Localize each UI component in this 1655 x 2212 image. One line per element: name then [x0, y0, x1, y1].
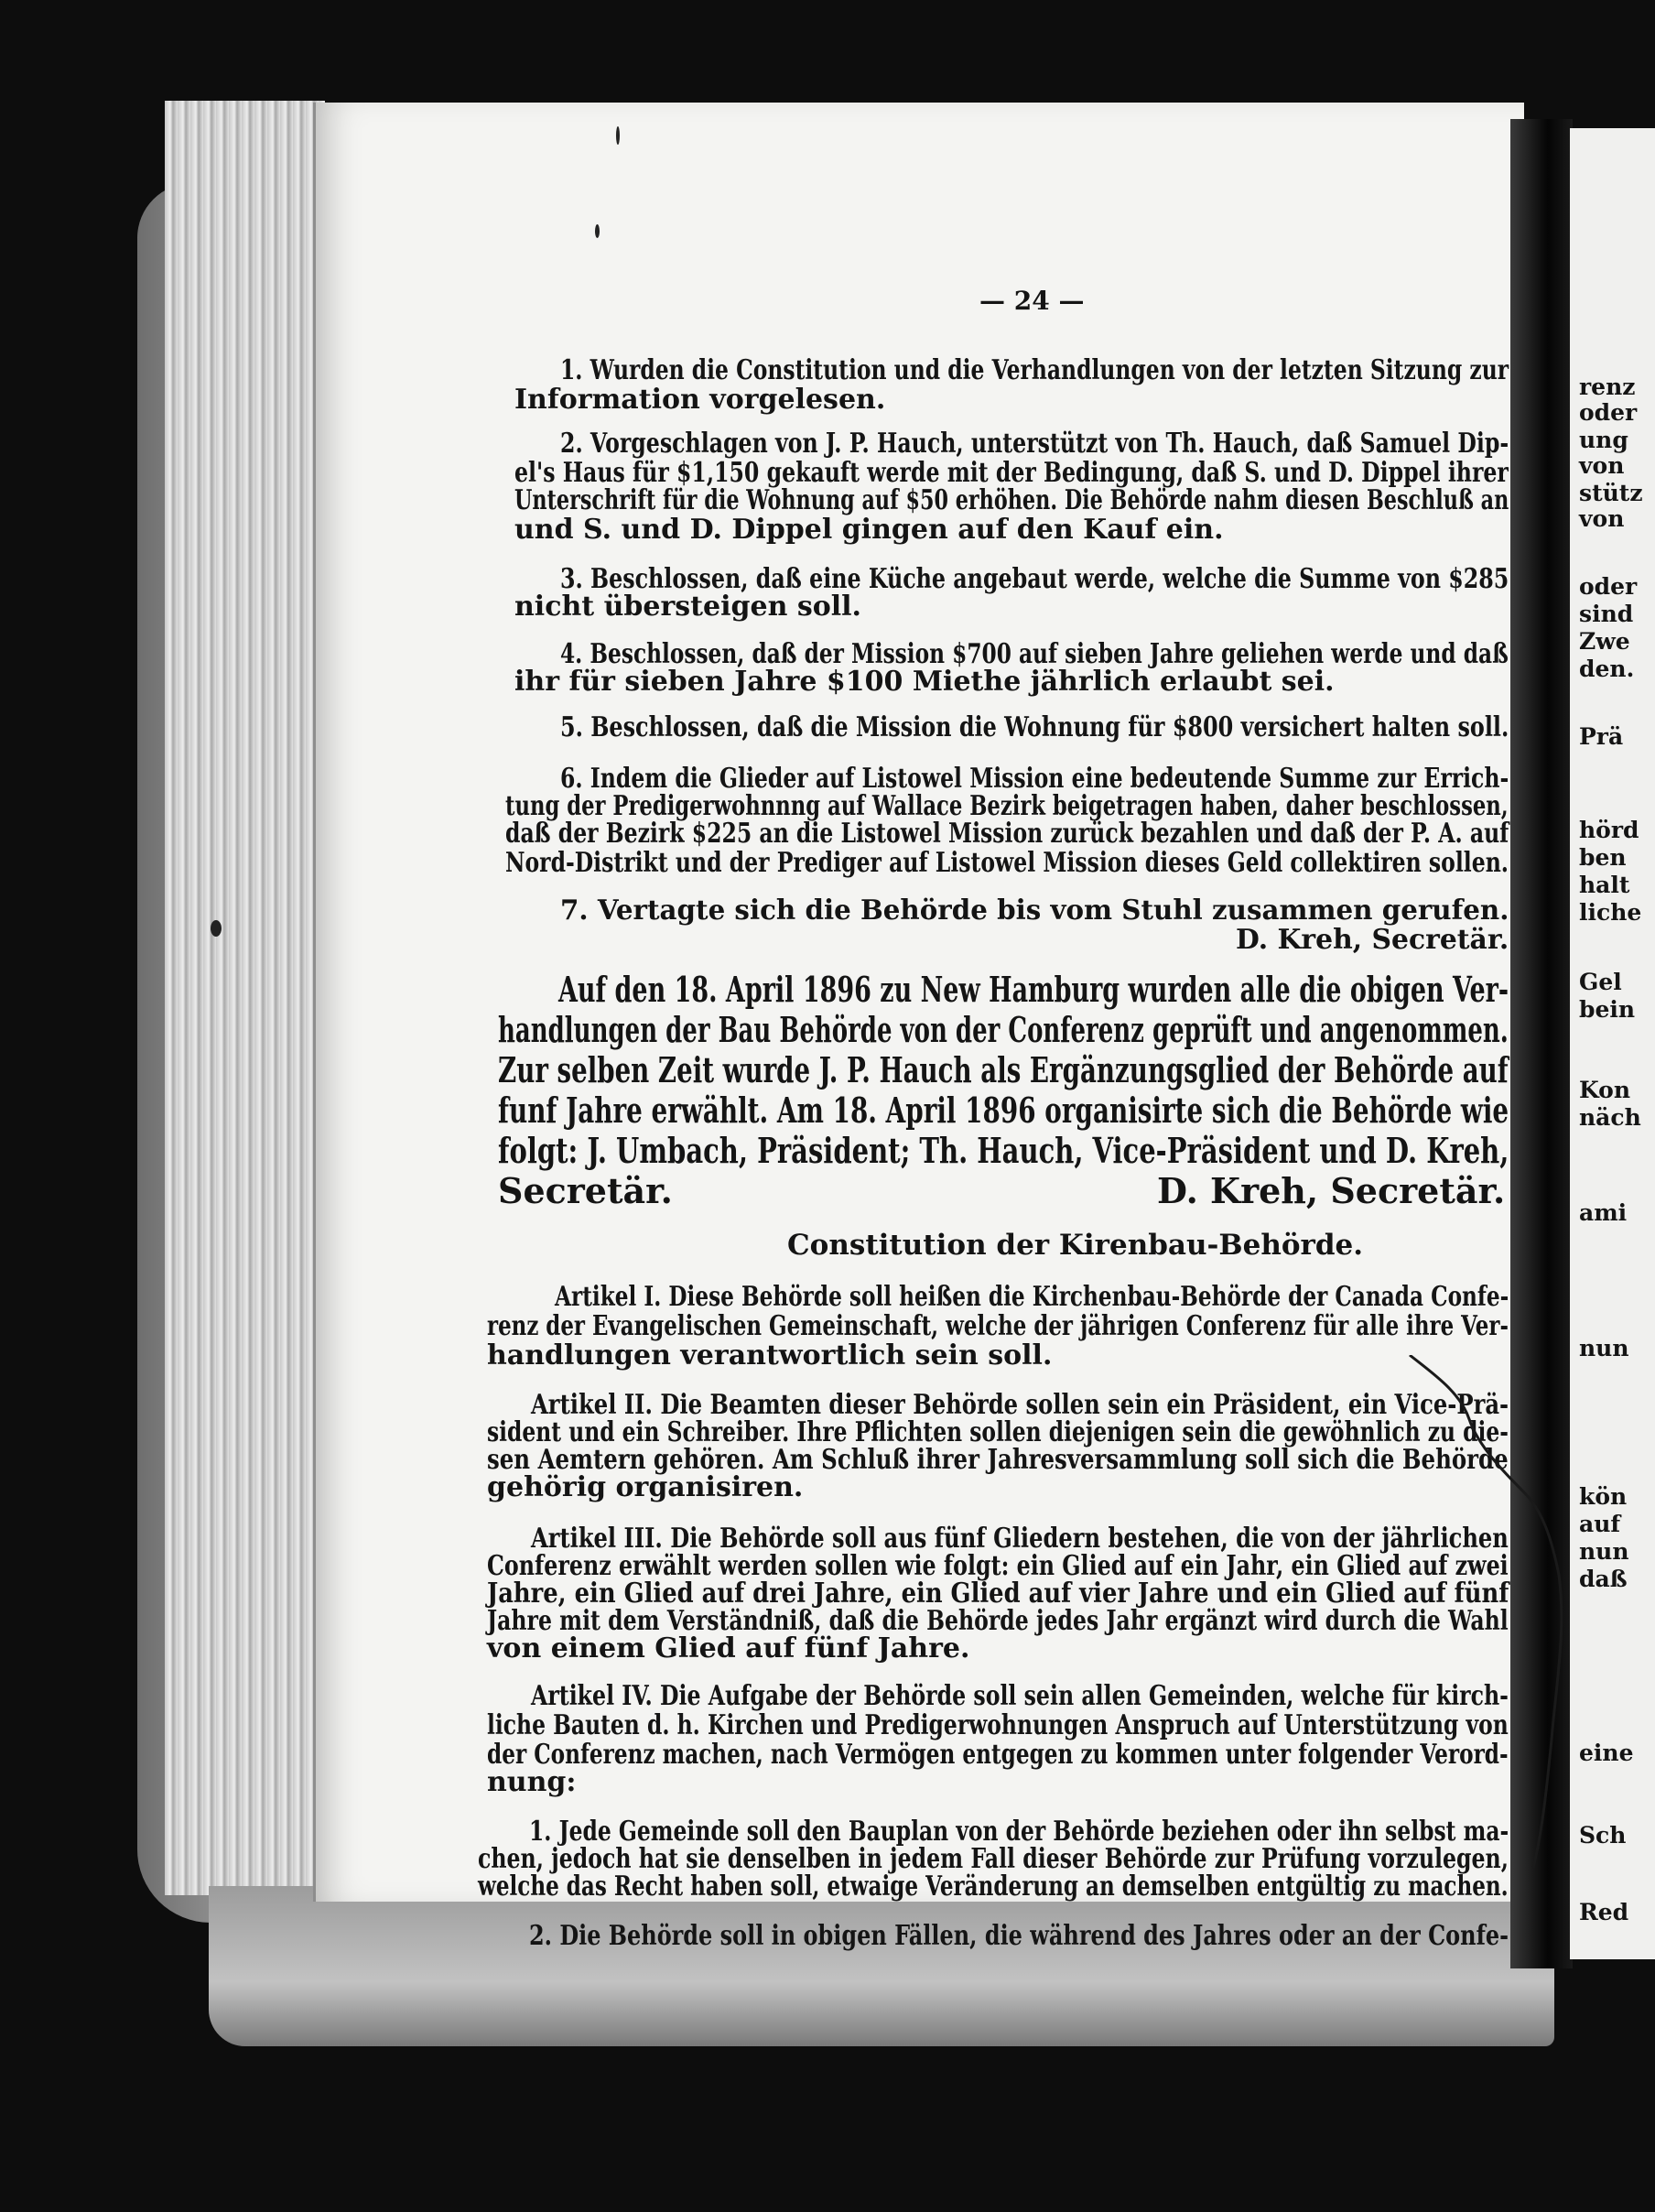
minutes-line: nicht übersteigen soll.	[514, 591, 861, 623]
approval-line: folgt: J. Umbach, Präsident; Th. Hauch, Vice-Präsident und D. Kreh,	[498, 1130, 1509, 1171]
facing-page-fragment: sind	[1579, 601, 1634, 627]
facing-page-fragment: hörd	[1579, 817, 1639, 843]
facing-page-fragment: Kon	[1579, 1077, 1631, 1103]
facing-page-fragment: Sch	[1579, 1822, 1627, 1849]
facing-page-fragment: kön	[1579, 1483, 1628, 1510]
ink-speck	[595, 224, 600, 238]
article-line: gehörig organisiren.	[487, 1471, 804, 1503]
approval-line: Secretär.	[498, 1170, 673, 1211]
facing-page-fragment: ami	[1579, 1199, 1628, 1226]
article-line: 2. Die Behörde soll in obigen Fällen, die während des Jahres oder an der Confe-	[529, 1920, 1509, 1952]
page-crack	[1405, 1355, 1570, 1868]
approval-line: funf Jahre erwählt. Am 18. April 1896 organisirte sich die Behörde wie	[498, 1090, 1509, 1131]
minutes-line: 3. Beschlossen, daß eine Küche angebaut werde, welche die Summe von $285	[560, 563, 1509, 595]
article-line: Artikel I. Diese Behörde soll heißen die Kirchenbau-Behörde der Canada Confe-	[555, 1281, 1509, 1313]
minutes-line: 2. Vorgeschlagen von J. P. Hauch, unterstützt von Th. Hauch, daß Samuel Dip-	[560, 428, 1509, 460]
minutes-line: 4. Beschlossen, daß der Mission $700 auf sieben Jahre geliehen werde und daß	[560, 638, 1509, 670]
page-number: — 24 —	[979, 286, 1085, 316]
minutes-line: 6. Indem die Glieder auf Listowel Mission eine bedeutende Summe zur Errich-	[560, 763, 1509, 795]
facing-page-fragment: renz	[1579, 374, 1636, 400]
ink-speck	[616, 126, 620, 145]
facing-page-fragment: Prä	[1579, 723, 1624, 750]
article-line: handlungen verantwortlich sein soll.	[487, 1339, 1053, 1372]
article-line: der Conferenz machen, nach Vermögen entgegen zu kommen unter folgender Verord-	[487, 1739, 1509, 1771]
facing-page-fragment: oder	[1579, 573, 1638, 600]
facing-page-fragment: bein	[1579, 996, 1636, 1023]
minutes-line: Unterschrift für die Wohnung auf $50 erhöhen. Die Behörde nahm diesen Beschluß an	[514, 484, 1509, 516]
facing-page-fragment: von	[1579, 452, 1625, 479]
book-bottom-edge	[209, 1886, 1554, 2046]
article-line: Artikel III. Die Behörde soll aus fünf Gliedern bestehen, die von der jährlichen	[531, 1523, 1509, 1555]
ink-speck	[211, 920, 222, 937]
article-line: sen Aemtern gehören. Am Schluß ihrer Jahresversammlung soll sich die Behörde	[487, 1444, 1509, 1476]
approval-line: Auf den 18. April 1896 zu New Hamburg wurden alle die obigen Ver-	[558, 969, 1509, 1010]
article-line: Artikel IV. Die Aufgabe der Behörde soll sein allen Gemeinden, welche für kirch-	[531, 1680, 1509, 1712]
article-line: chen, jedoch hat sie denselben in jedem Fall dieser Behörde zur Prüfung vorzulegen,	[478, 1843, 1509, 1875]
approval-line: handlungen der Bau Behörde von der Conferenz geprüft und angenommen.	[498, 1009, 1509, 1050]
minutes-line: Information vorgelesen.	[514, 384, 886, 416]
facing-page-fragment: eine	[1579, 1740, 1634, 1766]
secretary-signature: D. Kreh, Secretär.	[1236, 924, 1509, 956]
article-line: Jahre, ein Glied auf drei Jahre, ein Glied auf vier Jahre und ein Glied auf fünf	[487, 1578, 1509, 1610]
facing-page-fragment: stütz	[1579, 480, 1643, 506]
facing-page-fragment: ung	[1579, 427, 1628, 453]
minutes-line: el's Haus für $1,150 gekauft werde mit der Bedingung, daß S. und D. Dippel ihrer	[514, 457, 1509, 489]
article-line: welche das Recht haben soll, etwaige Veränderung an demselben entgültig zu machen.	[478, 1870, 1509, 1903]
minutes-line: 1. Wurden die Constitution und die Verhandlungen von der letzten Sitzung zur	[560, 354, 1509, 386]
article-line: nung:	[487, 1766, 577, 1798]
facing-page-fragment: näch	[1579, 1104, 1641, 1131]
minutes-line: daß der Bezirk $225 an die Listowel Mission zurück bezahlen und daß der P. A. auf	[505, 818, 1509, 850]
facing-page-fragment: Zwe	[1579, 628, 1630, 655]
minutes-line: 5. Beschlossen, daß die Mission die Wohnung für $800 versichert halten soll.	[560, 711, 1509, 743]
secretary-signature: D. Kreh, Secretär.	[1157, 1170, 1506, 1211]
facing-page-fragment: halt	[1579, 872, 1630, 898]
facing-page-fragment: nun	[1579, 1538, 1629, 1565]
facing-page-fragment: auf	[1579, 1511, 1621, 1537]
minutes-line: tung der Predigerwohnnng auf Wallace Bezirk beigetragen haben, daher beschlossen,	[505, 790, 1509, 822]
facing-page	[1570, 128, 1655, 1959]
minutes-line: und S. und D. Dippel gingen auf den Kauf ein.	[514, 514, 1224, 546]
minutes-line: 7. Vertagte sich die Behörde bis vom Stuhl zusammen gerufen.	[560, 895, 1509, 927]
facing-page-fragment: Gel	[1579, 969, 1622, 995]
article-line: sident und ein Schreiber. Ihre Pflichten sollen diejenigen sein die gewöhnlich zu die-	[487, 1416, 1509, 1448]
article-line: von einem Glied auf fünf Jahre.	[487, 1632, 970, 1664]
facing-page-fragment: daß	[1579, 1566, 1628, 1592]
facing-page-fragment: liche	[1579, 899, 1642, 926]
approval-line: Zur selben Zeit wurde J. P. Hauch als Ergänzungsglied der Behörde auf	[498, 1049, 1509, 1090]
article-line: Artikel II. Die Beamten dieser Behörde sollen sein ein Präsident, ein Vice-Prä-	[531, 1389, 1509, 1421]
facing-page-fragment: nun	[1579, 1335, 1629, 1361]
article-line: liche Bauten d. h. Kirchen und Predigerwohnungen Anspruch auf Unterstützung von	[487, 1709, 1509, 1741]
facing-page-fragment: Red	[1579, 1899, 1629, 1925]
minutes-line: Nord-Distrikt und der Prediger auf Listowel Mission dieses Geld collektiren sollen.	[505, 847, 1509, 879]
facing-page-fragment: oder	[1579, 399, 1638, 426]
page-edges	[165, 101, 325, 1895]
article-line: Conferenz erwählt werden sollen wie folgt: ein Glied auf ein Jahr, ein Glied auf zwei	[487, 1550, 1509, 1582]
facing-page-fragment: von	[1579, 505, 1625, 532]
article-line: Jahre mit dem Verständniß, daß die Behörde jedes Jahr ergänzt wird durch die Wahl	[487, 1605, 1509, 1637]
article-line: 1. Jede Gemeinde soll den Bauplan von der Behörde beziehen oder ihn selbst ma-	[529, 1816, 1509, 1848]
facing-page-fragment: den.	[1579, 656, 1635, 682]
minutes-line: ihr für sieben Jahre $100 Miethe jährlich erlaubt sei.	[514, 666, 1335, 698]
article-line: renz der Evangelischen Gemeinschaft, welche der jährigen Conferenz für alle ihre Ver-	[487, 1310, 1509, 1342]
facing-page-fragment: ben	[1579, 844, 1627, 871]
section-heading: Constitution der Kirenbau-Behörde.	[787, 1229, 1364, 1262]
